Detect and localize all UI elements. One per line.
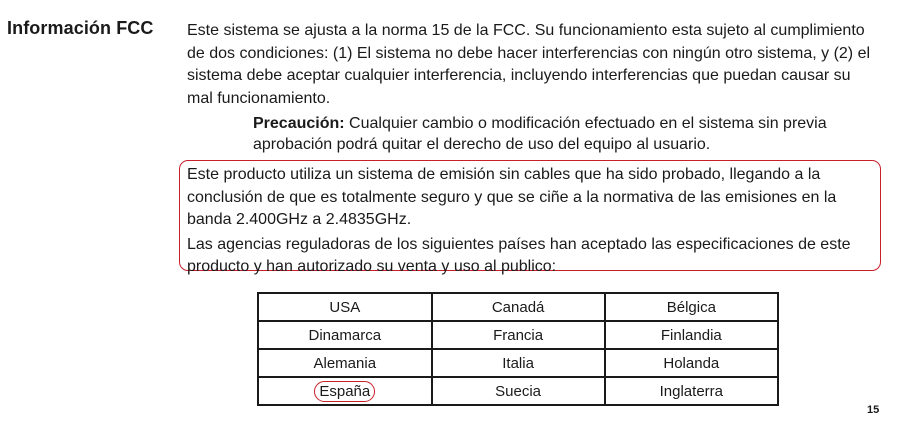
table-cell [432, 377, 605, 405]
section-title: Información FCC [7, 18, 154, 38]
table-cell [605, 377, 778, 405]
countries-table [257, 292, 779, 406]
country-name: Finlandia [660, 326, 722, 344]
country-name: Alemania [313, 354, 377, 372]
country-name: Suecia [495, 382, 542, 400]
table-cell [432, 293, 605, 321]
emission-paragraph: Este producto utiliza un sistema de emisión sin cables que ha sido probado, llegando a la conclusión de que es totalmente seguro y que se ciñe a la normativa de las emisiones en la banda 2.400GHz a 2.4835GHz. [187, 166, 837, 228]
table-row [258, 349, 778, 377]
intro-paragraph: Este sistema se ajusta a la norma 15 de la FCC. Su funcionamiento esta sujeto al cumplimiento de dos condiciones: (1) El sistema no debe hacer interferencias con ningún otro sistema, y (2) el sistema debe aceptar cualquier interferencia, incluyendo interferencias que puedan causar su mal funcionamiento. [187, 22, 871, 107]
table-cell [258, 293, 432, 321]
country-name: USA [329, 298, 361, 316]
table-cell [258, 321, 432, 349]
agencies-paragraph: Las agencias reguladoras de los siguientes países han aceptado las especificaciones de este producto y han autorizado su venta y uso al publico: [187, 235, 851, 275]
table-cell [258, 377, 432, 405]
table-row [258, 377, 778, 405]
table-cell [432, 321, 605, 349]
highlight-text [187, 164, 881, 279]
country-name: Inglaterra [659, 382, 723, 400]
table-cell [605, 321, 778, 349]
table-cell [432, 349, 605, 377]
table-cell [258, 349, 432, 377]
country-name: Dinamarca [308, 326, 382, 344]
caution-note [253, 113, 883, 155]
circled-country-name: España [314, 381, 375, 402]
page-number: 15 [867, 404, 880, 416]
table-cell [605, 293, 778, 321]
table-cell [605, 349, 778, 377]
table-row [258, 321, 778, 349]
country-name: Canadá [491, 298, 545, 316]
country-name: Holanda [663, 354, 720, 372]
caution-text: Cualquier cambio o modificación efectuado en el sistema sin previa aprobación podrá quitar el derecho de uso del equipo al usuario. [253, 115, 827, 153]
country-name: Bélgica [666, 298, 716, 316]
country-name: Italia [502, 354, 534, 372]
caution-label: Precaución: [253, 115, 345, 132]
country-name: Francia [493, 326, 544, 344]
table-row [258, 293, 778, 321]
